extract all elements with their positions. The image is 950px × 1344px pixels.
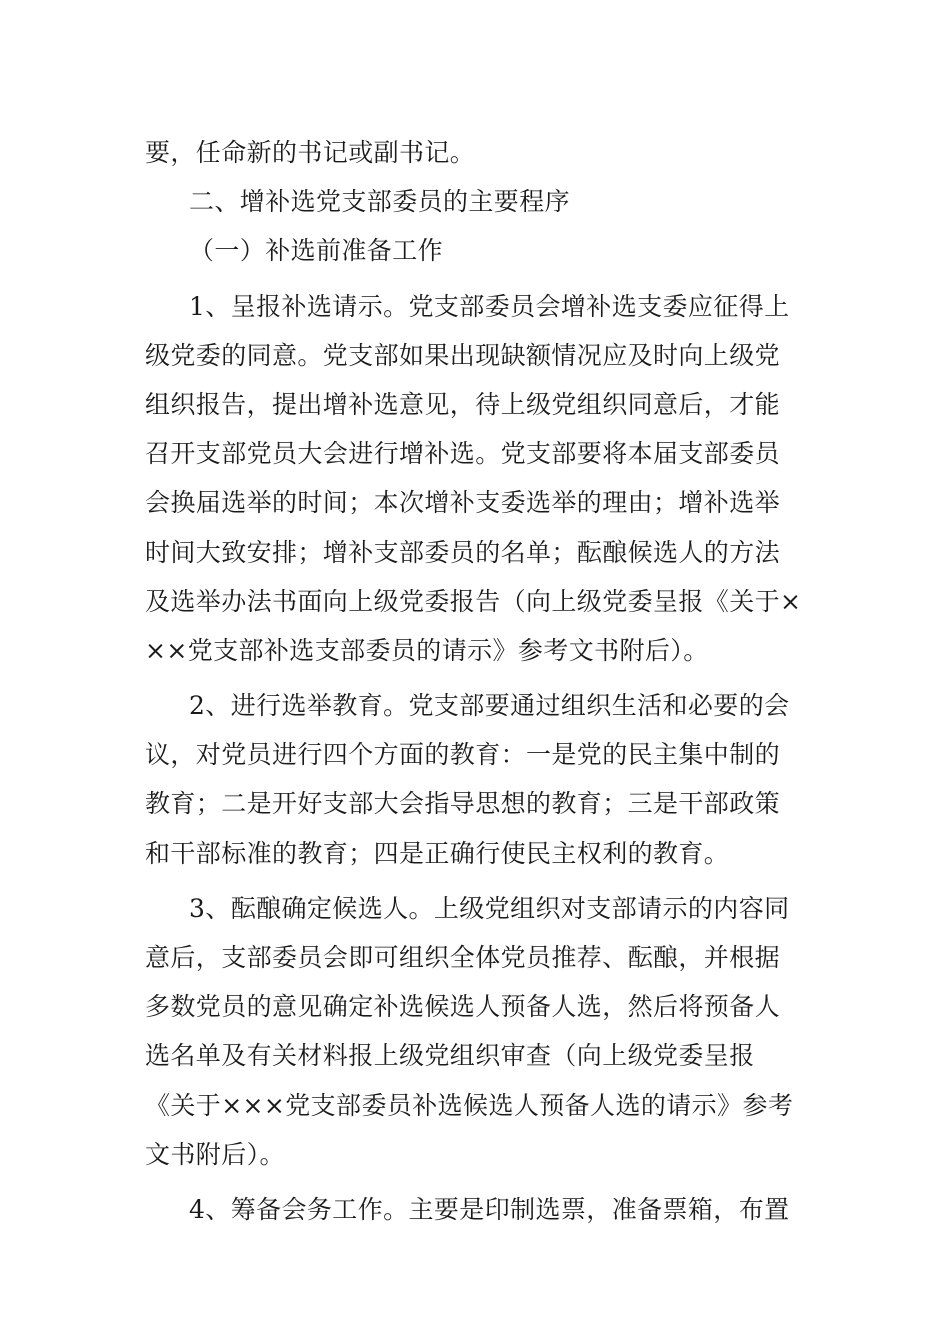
- paragraph-line: 要，任命新的书记或副书记。: [145, 138, 476, 167]
- paragraph-line: 教育；二是开好支部大会指导思想的教育；三是干部政策: [145, 789, 781, 819]
- paragraph-line: 2、进行选举教育。党支部要通过组织生活和必要的会: [189, 691, 790, 721]
- paragraph-line: 会换届选举的时间；本次增补支委选举的理由；增补选举: [145, 488, 781, 518]
- paragraph-line: 议，对党员进行四个方面的教育：一是党的民主集中制的: [145, 740, 781, 770]
- paragraph-line: 《关于×××党支部委员补选候选人预备人选的请示》参考: [145, 1090, 794, 1120]
- paragraph-line: 3、酝酿确定候选人。上级党组织对支部请示的内容同: [189, 893, 790, 923]
- paragraph-line: 组织报告，提出增补选意见，待上级党组织同意后，才能: [145, 389, 781, 419]
- paragraph-line: 和干部标准的教育；四是正确行使民主权利的教育。: [145, 838, 730, 868]
- paragraph-line: 文书附后）。: [145, 1139, 285, 1169]
- subsection-heading: （一）补选前准备工作: [189, 236, 444, 266]
- paragraph-line: 及选举办法书面向上级党委报告（向上级党委呈报《关于×: [145, 586, 802, 616]
- section-heading: 二、增补选党支部委员的主要程序: [189, 187, 571, 217]
- paragraph-line: 级党委的同意。党支部如果出现缺额情况应及时向上级党: [145, 340, 781, 370]
- paragraph-line: ××党支部补选支部委员的请示》参考文书附后）。: [145, 635, 709, 665]
- paragraph-line: 多数党员的意见确定补选候选人预备人选，然后将预备人: [145, 992, 781, 1022]
- paragraph-line: 4、筹备会务工作。主要是印制选票，准备票箱，布置: [189, 1194, 790, 1224]
- paragraph-line: 1、呈报补选请示。党支部委员会增补选支委应征得上: [189, 291, 790, 321]
- paragraph-line: 选名单及有关材料报上级党组织审查（向上级党委呈报: [145, 1041, 755, 1071]
- paragraph-line: 召开支部党员大会进行增补选。党支部要将本届支部委员: [145, 439, 781, 469]
- paragraph-line: 意后，支部委员会即可组织全体党员推荐、酝酿，并根据: [145, 943, 781, 972]
- paragraph-line: 时间大致安排；增补支部委员的名单；酝酿候选人的方法: [145, 537, 781, 567]
- document-body: [145, 128, 815, 1234]
